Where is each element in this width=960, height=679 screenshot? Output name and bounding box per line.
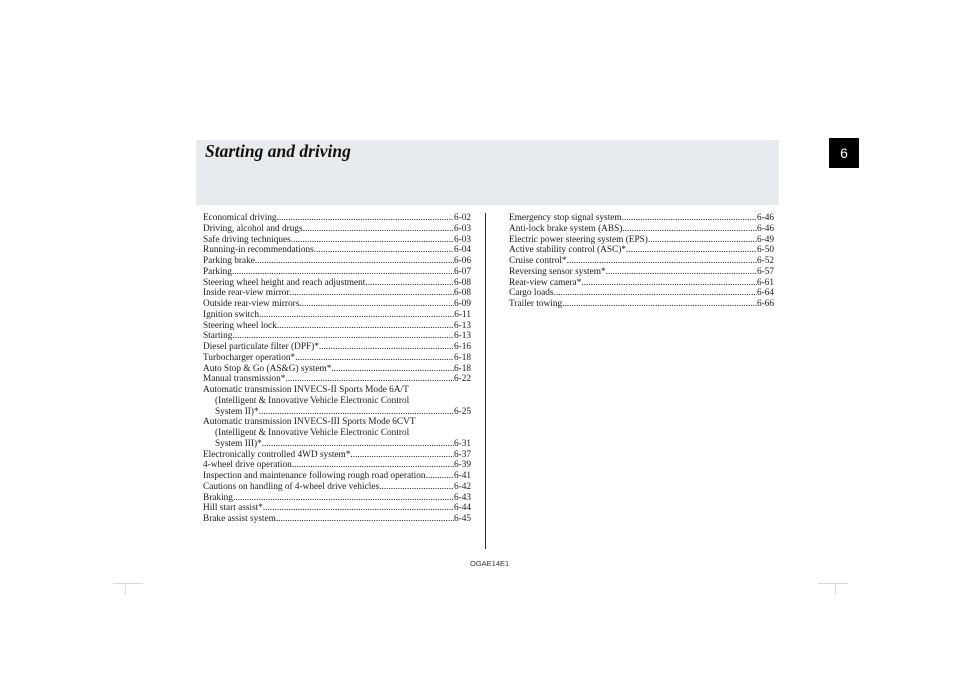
dot-leader	[350, 450, 454, 461]
toc-entry-page: 6-41	[453, 471, 471, 481]
toc-entry-label: Starting	[203, 331, 233, 342]
toc-entry-label: Emergency stop signal system	[509, 213, 622, 223]
toc-entry-label: Reversing sensor system*	[509, 266, 606, 277]
toc-entry-label: Automatic transmission INVECS-II Sports Mode 6A/T	[203, 385, 409, 395]
toc-entry-label: Automatic transmission INVECS-III Sports Mode 6CVT	[203, 417, 416, 428]
toc-entry-label: Auto Stop & Go (AS&G) system*	[203, 363, 332, 374]
toc-entry[interactable]	[203, 267, 471, 278]
dot-leader	[292, 460, 454, 471]
toc-entry[interactable]	[509, 224, 774, 235]
dot-leader	[277, 321, 454, 332]
toc-entry[interactable]	[203, 310, 471, 321]
dot-leader	[295, 353, 454, 364]
toc-entry[interactable]	[509, 235, 774, 246]
toc-entry-label: Electronically controlled 4WD system*	[203, 449, 351, 460]
dot-leader	[581, 278, 757, 289]
dot-leader	[259, 407, 454, 418]
dot-leader	[562, 299, 757, 310]
toc-entry-page: 6-07	[453, 266, 471, 277]
chapter-tab[interactable]: 6	[829, 138, 859, 168]
toc-entry-label: 4-wheel drive operation	[203, 460, 292, 471]
toc-entry[interactable]	[509, 256, 774, 267]
dot-leader	[232, 267, 454, 278]
toc-entry-label: (Intelligent & Innovative Vehicle Electronic Control	[215, 428, 410, 438]
toc-entry-page: 6-57	[756, 266, 774, 277]
toc-entry[interactable]	[203, 299, 471, 310]
toc-entry-page: 6-64	[756, 288, 774, 299]
toc-entry-label: Electric power steering system (EPS)	[509, 234, 648, 245]
dot-leader	[626, 245, 757, 256]
toc-entry-label: Parking brake	[203, 256, 255, 266]
toc-entry[interactable]	[509, 288, 774, 299]
toc-entry-label: Active stability control (ASC)*	[509, 245, 626, 256]
toc-right-column	[509, 213, 774, 310]
crop-mark	[113, 583, 143, 584]
toc-entry[interactable]	[203, 374, 471, 385]
dot-leader	[319, 342, 454, 353]
toc-entry-page: 6-08	[453, 288, 471, 299]
toc-entry-label: Driving, alcohol and drugs	[203, 223, 303, 234]
toc-entry[interactable]	[203, 385, 471, 417]
toc-entry-label: Ignition switch	[203, 309, 260, 320]
toc-entry[interactable]	[509, 299, 774, 310]
toc-entry-page: 6-46	[756, 223, 774, 234]
dot-leader	[331, 364, 454, 375]
toc-entry[interactable]	[203, 245, 471, 256]
toc-entry-page: 6-31	[453, 438, 471, 449]
toc-entry[interactable]	[509, 278, 774, 289]
toc-entry-label: Cautions on handling of 4-wheel drive vehicles	[203, 481, 380, 492]
dot-leader	[365, 278, 454, 289]
dot-leader	[606, 267, 757, 278]
toc-entry[interactable]	[203, 503, 471, 514]
toc-entry-page: 6-18	[453, 352, 471, 363]
toc-entry-page: 6-49	[756, 234, 774, 245]
toc-entry[interactable]	[203, 235, 471, 246]
toc-entry-page: 6-02	[453, 213, 471, 223]
dot-leader	[426, 471, 454, 482]
dot-leader	[262, 439, 454, 450]
toc-entry[interactable]	[203, 482, 471, 493]
toc-entry-label: Steering wheel height and reach adjustment	[203, 277, 366, 288]
toc-entry[interactable]	[203, 321, 471, 332]
toc-entry-label: Safe driving techniques	[203, 234, 291, 245]
toc-entry[interactable]	[203, 278, 471, 289]
toc-entry-page: 6-09	[453, 299, 471, 309]
toc-entry-label: Running-in recommendations	[203, 245, 314, 256]
toc-entry-label: Anti-lock brake system (ABS)	[509, 223, 623, 234]
toc-entry[interactable]	[203, 364, 471, 375]
toc-entry-label: Braking	[203, 492, 233, 503]
toc-entry[interactable]	[203, 331, 471, 342]
toc-entry-page: 6-61	[756, 277, 774, 288]
toc-entry[interactable]	[509, 213, 774, 224]
toc-entry-label: Hill start assist*	[203, 503, 263, 514]
toc-entry[interactable]	[203, 514, 471, 525]
toc-entry-label: Economical driving	[203, 213, 277, 223]
dot-leader	[622, 224, 757, 235]
dot-leader	[622, 213, 757, 224]
dot-leader	[263, 503, 454, 514]
dot-leader	[233, 493, 454, 504]
crop-mark	[818, 583, 848, 584]
dot-leader	[259, 310, 454, 321]
dot-leader	[290, 288, 454, 299]
toc-entry-label: Cargo loads	[509, 288, 554, 299]
dot-leader	[379, 482, 454, 493]
toc-entry-page: 6-13	[453, 331, 471, 342]
dot-leader	[567, 256, 757, 267]
section-title: Starting and driving	[205, 141, 351, 161]
toc-entry-page: 6-04	[453, 245, 471, 256]
toc-entry-page: 6-52	[756, 256, 774, 266]
toc-entry-label: Turbocharger operation*	[203, 352, 296, 363]
toc-entry[interactable]	[203, 288, 471, 299]
toc-entry-label: Inside rear-view mirror	[203, 288, 290, 299]
toc-entry-page: 6-45	[453, 514, 471, 524]
dot-leader	[648, 235, 757, 246]
dot-leader	[291, 235, 454, 246]
dot-leader	[299, 299, 454, 310]
dot-leader	[314, 245, 454, 256]
toc-entry-label: Rear-view camera*	[509, 277, 582, 288]
toc-entry-page: 6-13	[453, 320, 471, 331]
toc-entry-page: 6-18	[453, 363, 471, 374]
toc-entry-label: Parking	[203, 266, 232, 277]
toc-entry[interactable]	[203, 471, 471, 482]
toc-entry[interactable]	[203, 460, 471, 471]
dot-leader	[303, 224, 454, 235]
dot-leader	[554, 288, 757, 299]
toc-entry-page: 6-66	[756, 299, 774, 309]
toc-entry-label: (Intelligent & Innovative Vehicle Electronic Control	[215, 395, 410, 406]
toc-entry[interactable]	[203, 417, 471, 449]
toc-entry-page: 6-46	[756, 213, 774, 223]
toc-entry[interactable]	[203, 450, 471, 461]
dot-leader	[255, 256, 454, 267]
toc-entry-page: 6-39	[453, 460, 471, 471]
toc-left-column	[203, 213, 471, 525]
dot-leader	[277, 213, 454, 224]
toc-entry-page: 6-22	[453, 374, 471, 385]
toc-entry-label: System III)*	[215, 438, 262, 449]
toc-entry-label: Diesel particulate filter (DPF)*	[203, 342, 319, 352]
toc-entry-label: Inspection and maintenance following rough road operation	[203, 471, 426, 481]
toc-entry-page: 6-43	[453, 492, 471, 503]
toc-entry-label: Outside rear-view mirrors	[203, 299, 300, 309]
toc-entry-page: 6-25	[453, 406, 471, 417]
toc-entry[interactable]	[509, 245, 774, 256]
toc-entry[interactable]	[203, 213, 471, 224]
crop-mark	[835, 585, 836, 595]
toc-entry-page: 6-03	[453, 234, 471, 245]
toc-entry-page: 6-16	[453, 342, 471, 352]
column-divider	[485, 213, 486, 549]
toc-entry[interactable]	[203, 353, 471, 364]
toc-entry-label: Trailer towing	[509, 299, 563, 309]
toc-entry[interactable]	[509, 267, 774, 278]
dot-leader	[276, 514, 454, 525]
toc-entry-label: Cruise control*	[509, 256, 567, 266]
toc-entry[interactable]	[203, 256, 471, 267]
toc-entry-page: 6-11	[454, 309, 471, 320]
toc-entry-page: 6-44	[453, 503, 471, 514]
toc-entry-label: System II)*	[215, 406, 259, 417]
toc-entry-label: Brake assist system	[203, 514, 276, 524]
toc-entry-page: 6-42	[453, 481, 471, 492]
toc-entry-label: Manual transmission*	[203, 374, 286, 385]
toc-entry-page: 6-50	[756, 245, 774, 256]
dot-leader	[285, 374, 454, 385]
footer-code: OGAE14E1	[470, 559, 510, 568]
toc-entry-page: 6-08	[453, 277, 471, 288]
toc-entry-label: Steering wheel lock	[203, 320, 277, 331]
toc-entry-page: 6-06	[453, 256, 471, 266]
toc-entry-page: 6-37	[453, 449, 471, 460]
toc-entry[interactable]	[203, 493, 471, 504]
toc-entry-page: 6-03	[453, 223, 471, 234]
toc-entry[interactable]	[203, 224, 471, 235]
dot-leader	[232, 331, 454, 342]
toc-entry[interactable]	[203, 342, 471, 353]
crop-mark	[125, 585, 126, 595]
